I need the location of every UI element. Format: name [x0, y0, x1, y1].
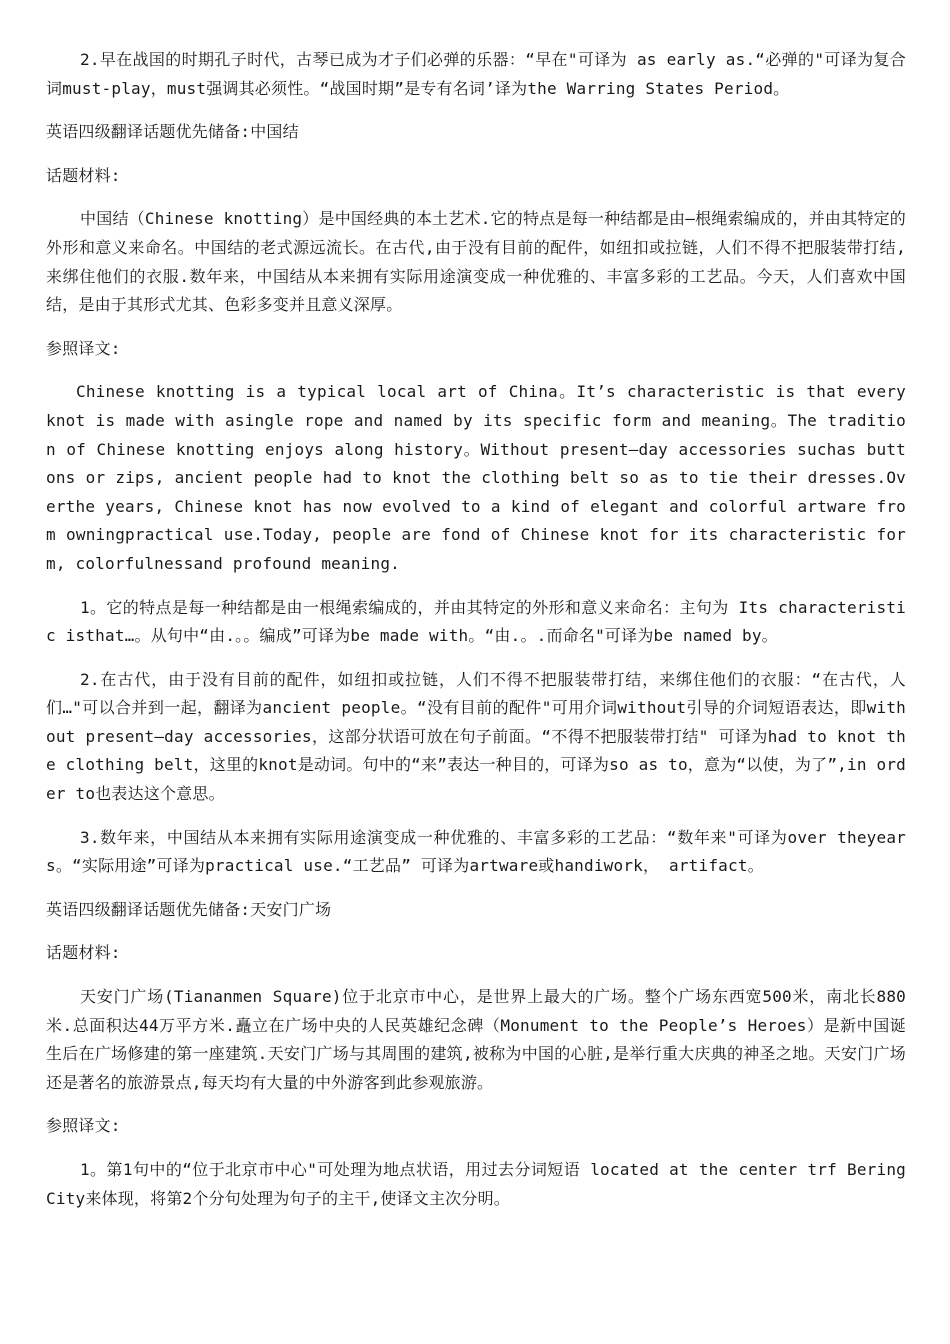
material-label-tiananmen: 话题材料:	[46, 943, 121, 963]
section-title-tiananmen: 英语四级翻译话题优先储备:天安门广场	[46, 899, 332, 919]
translation-text-chinese-knot: Chinese knotting is a typical local art of China。It’s characteristic is that every knot is made with asingle rope and named by its specific form and meaning。The tradition of Chinese knotting enjoys along history。Without present—day accessories suchas buttons or zips, ancient people had to knot the clothing belt so as to tie their dresses.Overthe years, Chinese knot has now evolved to a kind of elegant and colorful artware from owningpractical use.Today, people are fond of Chinese knot for its characteristic form, colorfulnessand profound meaning.	[46, 382, 906, 573]
translation-label-tiananmen: 参照译文:	[46, 1116, 121, 1136]
material-text-tiananmen: 天安门广场(Tiananmen Square)位于北京市中心，是世界上最大的广场。整个广场东西宽500米，南北长880米.总面积达44万平方米.矗立在广场中央的人民英雄纪念碑（Monument to the People’s Heroes）是新中国诞生后在广场修建的第一座建筑.天安门广场与其周围的建筑,被称为中国的心脏,是举行重大庆典的神圣之地。天安门广场还是著名的旅游景点,每天均有大量的中外游客到此参观旅游。	[46, 987, 906, 1092]
material-text-chinese-knot: 中国结（Chinese knotting）是中国经典的本土艺术.它的特点是每一种结都是由—根绳索编成的，并由其特定的外形和意义来命名。中国结的老式源远流长。在古代,由于没有目前的配件，如纽扣或拉链，人们不得不把服装带打结,来绑住他们的衣服.数年来，中国结从本来拥有实际用途演变成一种优雅的、丰富多彩的工艺品。今天，人们喜欢中国结，是由于其形式尤其、色彩多变并且意义深厚。	[46, 209, 906, 315]
document-page	[46, 46, 906, 1228]
paragraph-intro-note-2: 2.早在战国的时期孔子时代，古琴已成为才子们必弹的乐器：“早在"可译为 as early as.“必弹的"可译为复合词must-play，must强调其必须性。“战国时期”是专有名词’译为the Warring States Period。	[46, 50, 906, 98]
note-3-chinese-knot: 3.数年来，中国结从本来拥有实际用途演变成一种优雅的、丰富多彩的工艺品：“数年来"可译为over theyears。“实际用途”可译为practical use.“工艺品” 可译为artware或handiwork， artifact。	[46, 827, 906, 876]
translation-label: 参照译文:	[46, 338, 121, 358]
note-1-tiananmen: 1。第1句中的“位于北京市中心"可处理为地点状语，用过去分词短语 located at the center trf Bering City来体现，将第2个分句处理为句子的主干,使译文主次分明。	[46, 1160, 906, 1208]
note-1-chinese-knot: 1。它的特点是每一种结都是由一根绳索编成的，并由其特定的外形和意义来命名：主句为 Its characteristic isthat…。从句中“由.。。编成”可译为be made with。“由.。.而命名"可译为be named by。	[46, 597, 906, 646]
section-title-chinese-knot: 英语四级翻译话题优先储备:中国结	[46, 122, 299, 142]
note-2-chinese-knot: 2.在古代，由于没有目前的配件，如纽扣或拉链，人们不得不把服装带打结，来绑住他们的衣服：“在古代，人们…"可以合并到一起，翻译为ancient people。“没有目前的配件"可用介词without引导的介词短语表达，即without present—day accessories，这部分状语可放在句子前面。“不得不把服装带打结" 可译为had to knot the clothing belt，这里的knot是动词。句中的“来”表达一种目的，可译为so as to，意为“以使，为了”,in order to也表达这个意思。	[46, 669, 906, 804]
material-label: 话题材料:	[46, 165, 121, 185]
